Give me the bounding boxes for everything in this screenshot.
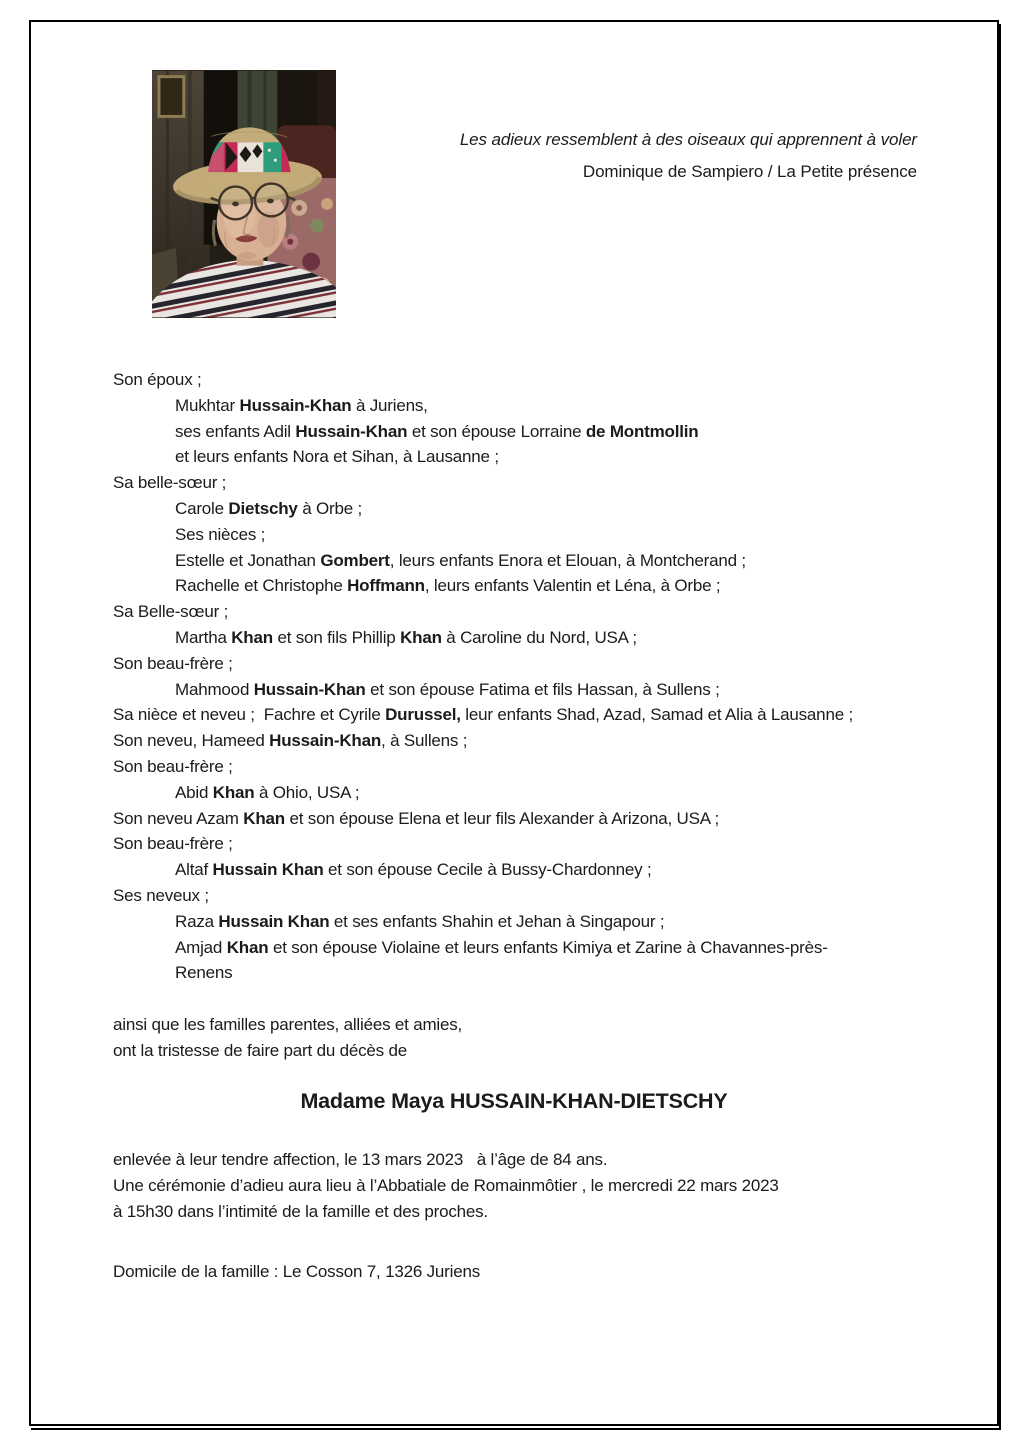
family-line — [113, 444, 943, 470]
text-segment: Altaf — [175, 860, 213, 880]
family-surname-bold: Hussain Khan — [212, 860, 324, 880]
text-segment: Raza — [175, 911, 219, 931]
text-segment: Son beau-frère ; — [113, 653, 233, 673]
family-line — [113, 780, 943, 806]
text-segment: et son épouse Lorraine — [407, 421, 586, 441]
text-segment: Son époux ; — [113, 370, 202, 389]
family-surname-bold: Hussain-Khan — [253, 679, 366, 699]
family-surname-bold: Khan — [212, 782, 255, 802]
text-segment: ses enfants Adil — [175, 421, 296, 441]
family-line — [113, 728, 943, 754]
family-line — [113, 573, 943, 599]
text-segment: Abid — [175, 782, 213, 802]
family-line — [113, 935, 943, 961]
portrait-photo — [152, 70, 336, 318]
ceremony-details — [113, 1147, 943, 1224]
family-line — [113, 625, 943, 651]
closing-lines — [113, 1012, 943, 1064]
ceremony-line: Une cérémonie d’adieu aura lieu à l’Abbatiale de Romainmôtier , le mercredi 22 mars 2023 — [113, 1175, 779, 1195]
family-surname-bold: de Montmollin — [585, 421, 699, 441]
text-segment: Mahmood — [175, 679, 254, 699]
text-segment: Sa nièce et neveu ; Fachre et Cyrile — [113, 705, 386, 725]
deceased-name-title: Madame Maya HUSSAIN-KHAN-DIETSCHY — [300, 1089, 728, 1113]
text-segment: à Ohio, USA ; — [254, 782, 360, 802]
picture-frame — [159, 77, 184, 117]
family-line — [113, 677, 943, 703]
family-line — [113, 960, 943, 986]
domicile-line: Domicile de la famille : Le Cosson 7, 1326 Juriens — [113, 1262, 481, 1281]
text-segment: et son fils Phillip — [272, 627, 401, 647]
text-segment: Son beau-frère ; — [113, 834, 233, 854]
family-surname-bold: Hussain-Khan — [269, 731, 382, 751]
family-surname-bold: Khan — [400, 627, 442, 647]
text-segment: Sa belle-sœur ; — [113, 473, 227, 493]
family-line — [113, 754, 943, 780]
quote-text: Les adieux ressemblent à des oiseaux qui apprennent à voler — [459, 130, 917, 149]
ceremony-line: à 15h30 dans l’intimité de la famille et des proches. — [113, 1201, 488, 1221]
text-segment: Ses nièces ; — [175, 524, 266, 544]
family-line — [113, 806, 943, 832]
closing-line: ont la tristesse de faire part du décès de — [113, 1040, 407, 1060]
text-segment: Son neveu, Hameed — [113, 731, 270, 751]
text-segment: , leurs enfants Valentin et Léna, à Orbe ; — [424, 576, 721, 596]
text-segment: Son beau-frère ; — [113, 756, 233, 776]
family-surname-bold: Hussain Khan — [218, 911, 330, 931]
family-line — [113, 702, 943, 728]
family-surname-bold: Durussel, — [385, 705, 461, 725]
family-line — [113, 651, 943, 677]
family-address — [113, 1259, 943, 1285]
family-line — [113, 419, 943, 445]
text-segment: , à Sullens ; — [381, 731, 468, 751]
text-segment: et ses enfants Shahin et Jehan à Singapour ; — [329, 911, 665, 931]
text-segment: Ses neveux ; — [113, 885, 209, 905]
family-surname-bold: Khan — [243, 808, 285, 828]
text-segment: Renens — [175, 963, 233, 983]
family-surname-bold: Hussain-Khan — [295, 421, 408, 441]
text-segment: à Orbe ; — [297, 498, 363, 518]
family-line — [113, 599, 943, 625]
text-segment: et son épouse Elena et leur fils Alexander à Arizona, USA ; — [284, 808, 720, 828]
quote-attribution: Dominique de Sampiero / La Petite présence — [582, 162, 917, 181]
text-segment: et son épouse Fatima et fils Hassan, à Sullens ; — [365, 679, 720, 699]
portrait-photo-illustration — [152, 70, 336, 318]
text-segment: Mukhtar — [175, 395, 240, 415]
family-surname-bold: Gombert — [320, 550, 390, 570]
eye — [232, 202, 239, 207]
text-segment: Sa Belle-sœur ; — [113, 602, 229, 622]
family-line — [113, 496, 943, 522]
family-surname-bold: Khan — [231, 627, 273, 647]
ceremony-line: enlevée à leur tendre affection, le 13 mars 2023 à l’âge de 84 ans. — [113, 1150, 608, 1169]
family-line — [113, 883, 943, 909]
family-line — [113, 831, 943, 857]
epigraph-quote — [313, 124, 917, 188]
text-segment: à Juriens, — [351, 395, 428, 415]
text-segment: et son épouse Cecile à Bussy-Chardonney ; — [323, 860, 652, 880]
text-segment: Carole — [175, 498, 229, 518]
text-segment: Estelle et Jonathan — [175, 550, 321, 570]
text-segment: Amjad — [175, 937, 227, 957]
text-segment: Rachelle et Christophe — [175, 576, 348, 596]
text-segment: leur enfants Shad, Azad, Samad et Alia à Lausanne ; — [460, 705, 853, 725]
text-segment: et son épouse Violaine et leurs enfants Kimiya et Zarine à Chavannes-près- — [268, 937, 828, 957]
text-segment: Son neveu Azam — [113, 808, 244, 828]
family-list — [113, 367, 943, 986]
family-line — [113, 393, 943, 419]
closing-line: ainsi que les familles parentes, alliées et amies, — [113, 1015, 463, 1034]
family-line — [113, 470, 943, 496]
text-segment: et leurs enfants Nora et Sihan, à Lausanne ; — [175, 447, 499, 467]
family-line — [113, 367, 943, 393]
family-line — [113, 522, 943, 548]
family-surname-bold: Hoffmann — [347, 576, 425, 596]
family-surname-bold: Hussain-Khan — [239, 395, 352, 415]
text-segment: , leurs enfants Enora et Elouan, à Montcherand ; — [389, 550, 746, 570]
eye — [267, 199, 274, 204]
family-line — [113, 548, 943, 574]
family-line — [113, 909, 943, 935]
family-surname-bold: Dietschy — [228, 498, 298, 518]
family-line — [113, 857, 943, 883]
text-segment: à Caroline du Nord, USA ; — [441, 627, 637, 647]
family-surname-bold: Khan — [226, 937, 269, 957]
text-segment: Martha — [175, 627, 232, 647]
